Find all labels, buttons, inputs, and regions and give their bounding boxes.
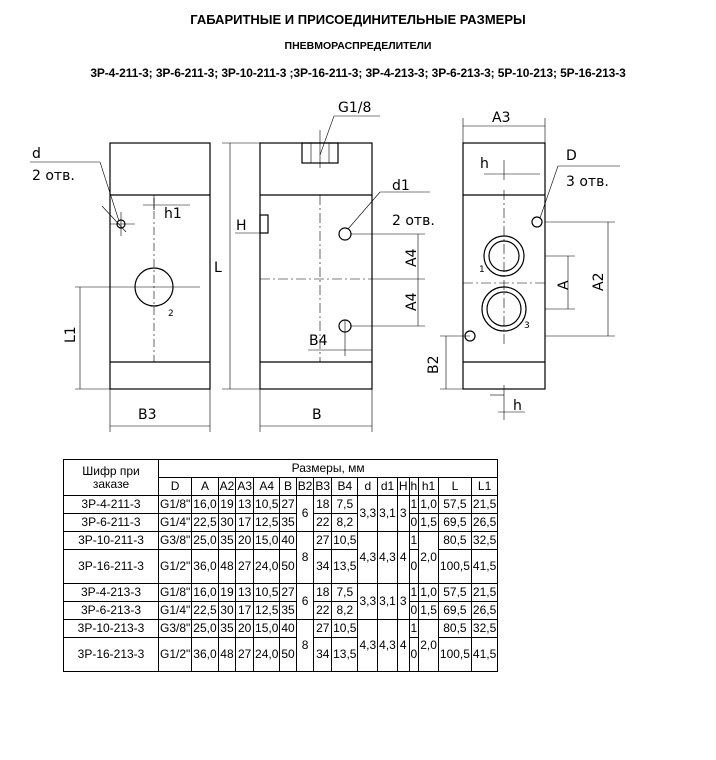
label-port-1: 1: [479, 265, 485, 275]
label-D: D: [566, 148, 577, 164]
cell-d1: 4,3: [378, 620, 398, 672]
col-header: L1: [471, 478, 497, 496]
cell-B4: 10,5: [332, 532, 358, 550]
label-H: H: [236, 218, 247, 234]
cell-D: G1/2": [159, 550, 192, 584]
cell-B3: 22: [314, 514, 332, 532]
col-header: A4: [254, 478, 280, 496]
col-header: D: [159, 478, 192, 496]
cell-L: 69,5: [438, 602, 471, 620]
cell-B2: 6: [296, 584, 314, 620]
cell-h1: 2,0: [419, 620, 439, 672]
cell-h: 0: [409, 550, 419, 584]
cell-A4: 24,0: [254, 638, 280, 672]
cell-D: G1/2": [159, 638, 192, 672]
cell-B4: 7,5: [332, 584, 358, 602]
cell-A3: 13: [236, 496, 254, 514]
label-A4-top: A4: [404, 248, 420, 267]
label-A3: A3: [492, 110, 511, 126]
cell-A2: 48: [218, 550, 236, 584]
cell-D: G1/8": [159, 496, 192, 514]
col-header: d: [358, 478, 378, 496]
technical-drawing: [0, 88, 716, 448]
cell-A: 25,0: [192, 532, 218, 550]
label-A2: A2: [591, 272, 607, 291]
row-code: 3Р-6-213-3: [64, 602, 159, 620]
row-code: 3Р-16-211-3: [64, 550, 159, 584]
col-header: B4: [332, 478, 358, 496]
label-L1: L1: [63, 326, 79, 343]
page-title: ГАБАРИТНЫЕ И ПРИСОЕДИНИТЕЛЬНЫЕ РАЗМЕРЫ: [190, 12, 526, 27]
cell-D: G1/4": [159, 514, 192, 532]
cell-A2: 35: [218, 532, 236, 550]
cell-H: 4: [397, 532, 409, 584]
cell-A4: 24,0: [254, 550, 280, 584]
cell-L: 100,5: [438, 550, 471, 584]
cell-B3: 27: [314, 532, 332, 550]
cell-L1: 41,5: [471, 550, 497, 584]
label-B4: B4: [309, 333, 328, 349]
cell-D: G3/8": [159, 620, 192, 638]
cell-B2: 8: [296, 532, 314, 584]
view-right: [440, 118, 620, 420]
cell-B4: 8,2: [332, 514, 358, 532]
cell-B4: 13,5: [332, 638, 358, 672]
col-header: B3: [314, 478, 332, 496]
cell-B2: 8: [296, 620, 314, 672]
cell-L: 57,5: [438, 584, 471, 602]
cell-B: 50: [280, 550, 296, 584]
label-B: B: [312, 407, 322, 423]
cell-D: G1/4": [159, 602, 192, 620]
col-header: A3: [236, 478, 254, 496]
row-code: 3Р-6-211-3: [64, 514, 159, 532]
col-header: h1: [419, 478, 439, 496]
cell-B: 27: [280, 584, 296, 602]
col-header: h: [409, 478, 419, 496]
cell-A: 36,0: [192, 550, 218, 584]
cell-B: 40: [280, 620, 296, 638]
cell-L1: 32,5: [471, 620, 497, 638]
cell-B3: 18: [314, 584, 332, 602]
cell-h1: 1,0: [419, 584, 439, 602]
cell-B2: 6: [296, 496, 314, 532]
cell-L1: 32,5: [471, 532, 497, 550]
cell-L: 57,5: [438, 496, 471, 514]
label-h-top: h: [480, 156, 489, 172]
cell-h: 1: [409, 584, 419, 602]
cell-L1: 26,5: [471, 514, 497, 532]
cell-d1: 3,1: [378, 584, 398, 620]
cell-A3: 13: [236, 584, 254, 602]
model-list: 3Р-4-211-3; 3Р-6-211-3; 3Р-10-211-3 ;3Р-16-211-3; 3Р-4-213-3; 3Р-6-213-3; 5Р-10-213; 5Р-16-213-3: [90, 66, 626, 80]
cell-A2: 30: [218, 514, 236, 532]
cell-L: 100,5: [438, 638, 471, 672]
cell-B3: 22: [314, 602, 332, 620]
cell-B4: 8,2: [332, 602, 358, 620]
cell-A2: 19: [218, 584, 236, 602]
cell-B: 27: [280, 496, 296, 514]
cell-A3: 27: [236, 550, 254, 584]
row-code: 3Р-10-213-3: [64, 620, 159, 638]
col-header: B2: [296, 478, 314, 496]
cell-A: 22,5: [192, 602, 218, 620]
cell-A: 36,0: [192, 638, 218, 672]
cell-A2: 48: [218, 638, 236, 672]
cell-A4: 12,5: [254, 602, 280, 620]
table-row: [64, 496, 498, 514]
view-left: [30, 143, 210, 432]
header-dims: Размеры, мм: [159, 460, 498, 478]
cell-A4: 15,0: [254, 620, 280, 638]
label-D-holes: 3 отв.: [566, 174, 609, 190]
row-code: 3Р-4-211-3: [64, 496, 159, 514]
col-header: B: [280, 478, 296, 496]
cell-L1: 21,5: [471, 496, 497, 514]
cell-L1: 41,5: [471, 638, 497, 672]
table-row: [64, 584, 498, 602]
label-B3: B3: [138, 407, 157, 423]
cell-A3: 17: [236, 514, 254, 532]
cell-B: 35: [280, 602, 296, 620]
cell-A2: 35: [218, 620, 236, 638]
cell-L: 80,5: [438, 620, 471, 638]
label-A4-bottom: A4: [404, 292, 420, 311]
cell-L1: 21,5: [471, 584, 497, 602]
cell-B4: 13,5: [332, 550, 358, 584]
cell-h: 1: [409, 532, 419, 550]
cell-h1: 1,5: [419, 514, 439, 532]
cell-A: 16,0: [192, 584, 218, 602]
cell-h1: 1,5: [419, 602, 439, 620]
cell-h: 0: [409, 602, 419, 620]
cell-d1: 4,3: [378, 532, 398, 584]
page-subtitle: ПНЕВМОРАСПРЕДЕЛИТЕЛИ: [284, 40, 432, 52]
cell-A3: 27: [236, 638, 254, 672]
cell-B: 40: [280, 532, 296, 550]
col-header: H: [397, 478, 409, 496]
label-port-2: 2: [168, 309, 174, 319]
table-row: [64, 602, 498, 620]
header-code: Шифр при заказе: [64, 460, 159, 496]
table-row: [64, 620, 498, 638]
cell-B4: 7,5: [332, 496, 358, 514]
cell-d: 3,3: [358, 584, 378, 620]
row-code: 3Р-10-211-3: [64, 532, 159, 550]
col-header: A2: [218, 478, 236, 496]
cell-L: 69,5: [438, 514, 471, 532]
cell-L1: 26,5: [471, 602, 497, 620]
table-row: [64, 514, 498, 532]
col-header: A: [192, 478, 218, 496]
cell-A3: 20: [236, 532, 254, 550]
cell-A2: 30: [218, 602, 236, 620]
label-d1: d1: [392, 178, 410, 194]
cell-A2: 19: [218, 496, 236, 514]
label-d-holes: 2 отв.: [32, 168, 75, 184]
cell-A3: 17: [236, 602, 254, 620]
cell-B: 35: [280, 514, 296, 532]
row-code: 3Р-4-213-3: [64, 584, 159, 602]
view-front: [222, 116, 430, 432]
cell-h1: 2,0: [419, 532, 439, 584]
label-h-bottom: h: [513, 398, 522, 414]
row-code: 3Р-16-213-3: [64, 638, 159, 672]
cell-A3: 20: [236, 620, 254, 638]
dimensions-table: [63, 459, 498, 672]
cell-A4: 10,5: [254, 496, 280, 514]
cell-B3: 18: [314, 496, 332, 514]
cell-A4: 12,5: [254, 514, 280, 532]
label-h1: h1: [164, 206, 182, 222]
cell-H: 3: [397, 584, 409, 620]
col-header: d1: [378, 478, 398, 496]
cell-d: 4,3: [358, 620, 378, 672]
table-body: [64, 496, 498, 672]
cell-D: G3/8": [159, 532, 192, 550]
label-port-3: 3: [524, 321, 530, 331]
label-L: L: [214, 260, 222, 276]
cell-h: 1: [409, 496, 419, 514]
cell-A4: 15,0: [254, 532, 280, 550]
cell-A: 25,0: [192, 620, 218, 638]
cell-B3: 34: [314, 550, 332, 584]
cell-B4: 10,5: [332, 620, 358, 638]
cell-d1: 3,1: [378, 496, 398, 532]
label-G: G1/8: [338, 100, 372, 116]
cell-d: 3,3: [358, 496, 378, 532]
cell-A4: 10,5: [254, 584, 280, 602]
table-header-row: [64, 460, 498, 478]
label-A: A: [556, 280, 572, 290]
cell-d: 4,3: [358, 532, 378, 584]
cell-A: 22,5: [192, 514, 218, 532]
cell-A: 16,0: [192, 496, 218, 514]
cell-H: 3: [397, 496, 409, 532]
cell-B: 50: [280, 638, 296, 672]
cell-h1: 1,0: [419, 496, 439, 514]
label-d1-holes: 2 отв.: [392, 213, 435, 229]
cell-h: 1: [409, 620, 419, 638]
label-B2: B2: [426, 355, 442, 374]
cell-B3: 27: [314, 620, 332, 638]
cell-H: 4: [397, 620, 409, 672]
col-header: L: [438, 478, 471, 496]
cell-L: 80,5: [438, 532, 471, 550]
cell-D: G1/8": [159, 584, 192, 602]
table-row: [64, 532, 498, 550]
cell-h: 0: [409, 638, 419, 672]
label-d: d: [32, 146, 41, 162]
cell-B3: 34: [314, 638, 332, 672]
cell-h: 0: [409, 514, 419, 532]
